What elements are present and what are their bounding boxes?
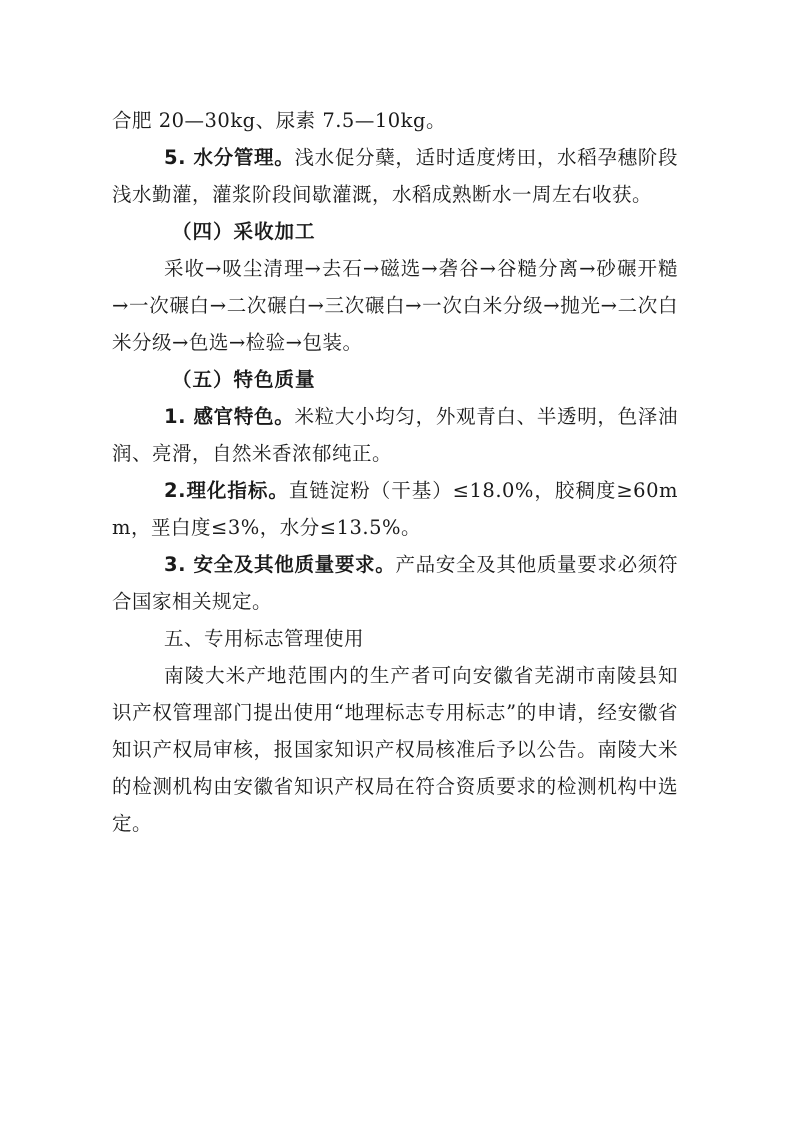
- special-mark-text: 南陵大米产地范围内的生产者可向安徽省芜湖市南陵县知识产权管理部门提出使用“地理标志专用标志”的申请，经安徽省知识产权局审核，报国家知识产权局核准后予以公告。南陵大米的检测机构由安徽省知识产权局在符合资质要求的检测机构中选定。: [112, 664, 678, 835]
- document-page: [112, 102, 678, 842]
- heading-special-mark: 五、专用标志管理使用: [164, 627, 365, 650]
- water-management-lead: 5. 水分管理。: [164, 146, 295, 169]
- water-management-paragraph: [112, 139, 678, 213]
- sensory-paragraph: [112, 398, 678, 472]
- sensory-text: 米粒大小均匀，外观青白、半透明，色泽油润、亮滑，自然米香浓郁纯正。: [112, 405, 678, 465]
- safety-text: 产品安全及其他质量要求必须符合国家相关规定。: [112, 553, 678, 613]
- safety-paragraph: [112, 546, 678, 620]
- fertilizer-text: 合肥 20—30kg、尿素 7.5—10kg。: [112, 109, 446, 132]
- fertilizer-paragraph-tail: [112, 102, 678, 139]
- heading-harvest-processing: （四）采收加工: [172, 220, 316, 243]
- water-management-text: 浅水促分蘖，适时适度烤田，水稻孕穗阶段浅水勤灌，灌浆阶段间歇灌溉，水稻成熟断水一周左右收获。: [112, 146, 678, 206]
- harvest-processing-text: 采收→吸尘清理→去石→磁选→砻谷→谷糙分离→砂碾开糙→一次碾白→二次碾白→三次碾白→一次白米分级→抛光→二次白米分级→色选→检验→包装。: [112, 257, 678, 354]
- harvest-processing-paragraph: [112, 250, 678, 361]
- safety-lead: 3. 安全及其他质量要求。: [164, 553, 396, 576]
- heading-quality: （五）特色质量: [172, 368, 316, 391]
- physchem-text: 直链淀粉（干基）≤18.0%，胶稠度≥60mm，垩白度≤3%，水分≤13.5%。: [112, 479, 678, 539]
- sensory-lead: 1. 感官特色。: [164, 405, 295, 428]
- physchem-paragraph: [112, 472, 678, 546]
- physchem-lead: 2.理化指标。: [164, 479, 289, 502]
- special-mark-paragraph: [112, 657, 678, 842]
